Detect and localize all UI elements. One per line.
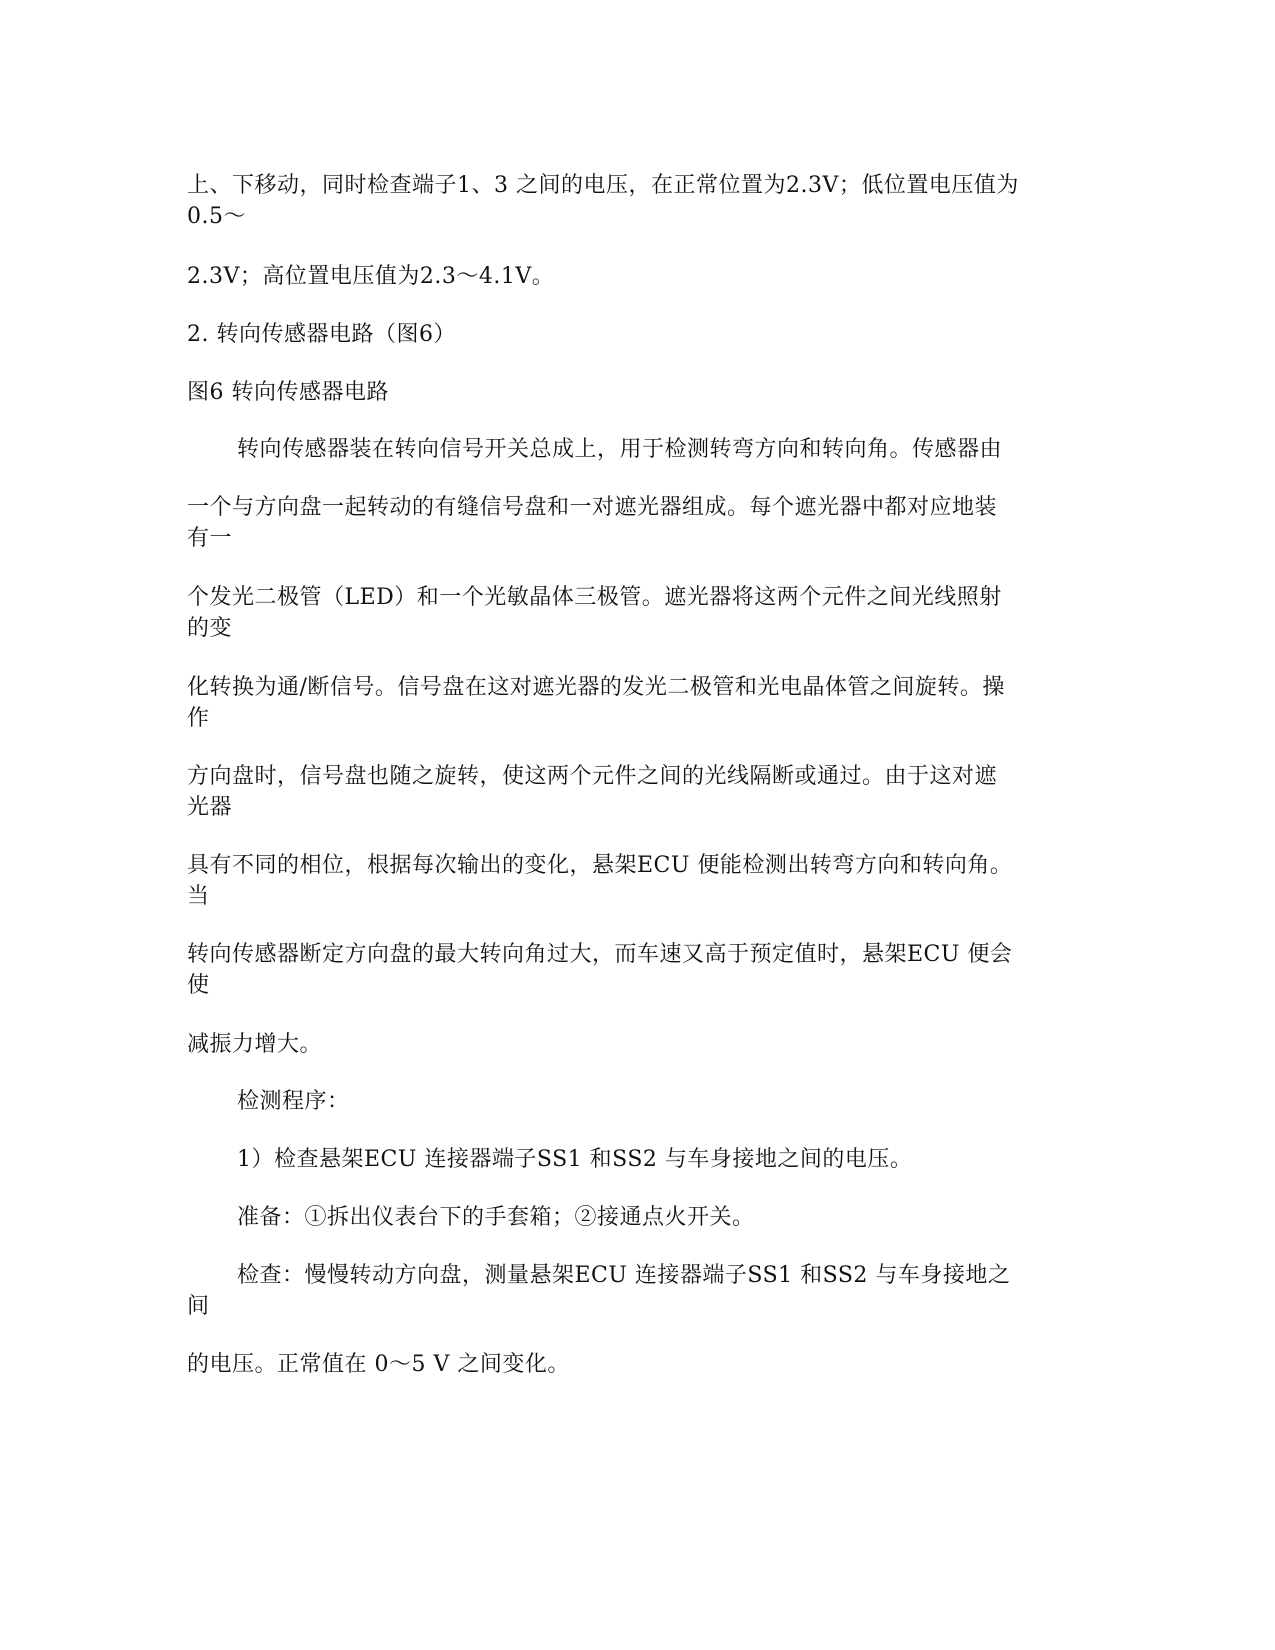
text-line: 2.3V；高位置电压值为2.3～4.1V。: [187, 264, 555, 289]
text-line: 当: [187, 884, 210, 909]
text-line: 方向盘时，信号盘也随之旋转，使这两个元件之间的光线隔断或通过。由于这对遮: [187, 764, 998, 789]
text-line: 的变: [187, 616, 233, 641]
text-line: 作: [187, 706, 210, 731]
text-line: 光器: [187, 795, 233, 820]
procedure-check: 检查：慢慢转动方向盘，测量悬架ECU 连接器端子SS1 和SS2 与车身接地之: [237, 1263, 1011, 1288]
text-line: 转向传感器装在转向信号开关总成上，用于检测转弯方向和转向角。传感器由: [237, 437, 1003, 462]
text-line: 具有不同的相位，根据每次输出的变化，悬架ECU 便能检测出转弯方向和转向角。: [187, 853, 1013, 878]
text-line: 0.5～: [187, 204, 246, 229]
section-heading: 2. 转向传感器电路（图6）: [187, 322, 456, 347]
text-line: 的电压。正常值在 0～5 V 之间变化。: [187, 1352, 570, 1377]
text-line: 一个与方向盘一起转动的有缝信号盘和一对遮光器组成。每个遮光器中都对应地装: [187, 495, 998, 520]
procedure-preparation: 准备：①拆出仪表台下的手套箱；②接通点火开关。: [237, 1205, 755, 1230]
text-line: 化转换为通/断信号。信号盘在这对遮光器的发光二极管和光电晶体管之间旋转。操: [187, 675, 1005, 700]
text-line: 使: [187, 973, 210, 998]
procedure-heading: 检测程序：: [237, 1089, 350, 1114]
text-line: 转向传感器断定方向盘的最大转向角过大，而车速又高于预定值时，悬架ECU 便会: [187, 942, 1013, 967]
text-line: 间: [187, 1294, 210, 1319]
text-line: 上、下移动，同时检查端子1、3 之间的电压，在正常位置为2.3V；低位置电压值为: [187, 173, 1019, 198]
procedure-step: 1）检查悬架ECU 连接器端子SS1 和SS2 与车身接地之间的电压。: [237, 1147, 913, 1172]
figure-caption: 图6 转向传感器电路: [187, 380, 389, 405]
text-line: 个发光二极管（LED）和一个光敏晶体三极管。遮光器将这两个元件之间光线照射: [187, 585, 1002, 610]
text-line: 减振力增大。: [187, 1032, 323, 1057]
text-line: 有一: [187, 526, 233, 551]
